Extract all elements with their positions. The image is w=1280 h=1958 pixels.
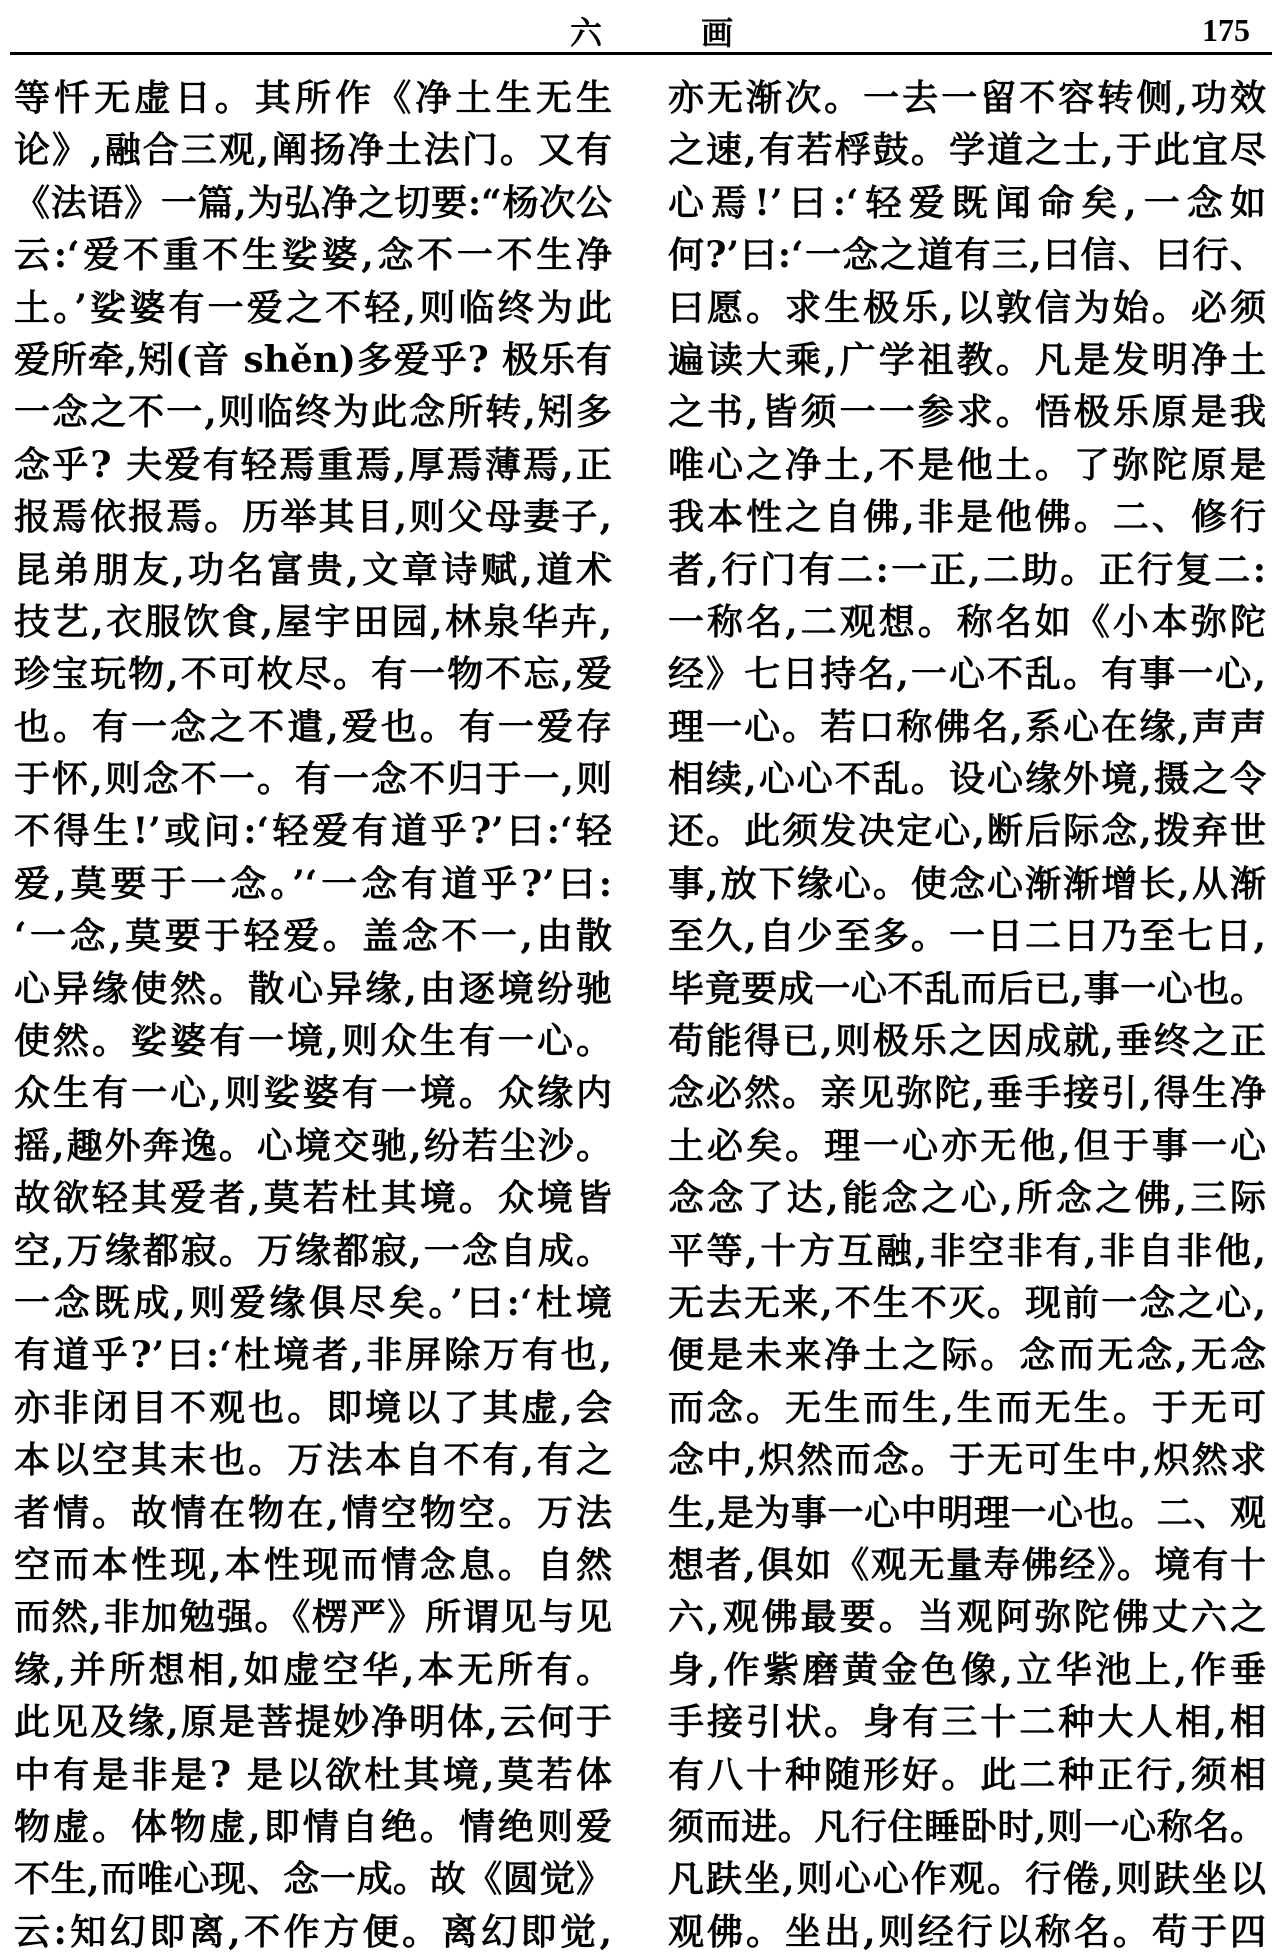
text-line: 便是未来净土之际。念而无念,无念 xyxy=(668,1334,1266,1377)
text-line: 而然,非加勉强。《楞严》所谓见与见 xyxy=(14,1596,612,1639)
text-line: 有道乎?’曰:‘杜境者,非屏除万有也, xyxy=(14,1334,612,1377)
text-line: 之速,有若桴鼓。学道之士,于此宜尽 xyxy=(668,129,1266,172)
text-line: 珍宝玩物,不可枚尽。有一物不忘,爱 xyxy=(14,653,612,696)
text-line: 爱所牵,矧(音 shěn)多爱乎? 极乐有 xyxy=(14,338,612,381)
text-line: 相续,心心不乱。设心缘外境,摄之令 xyxy=(668,758,1266,801)
text-line: 技艺,衣服饮食,屋宇田园,林泉华卉, xyxy=(14,600,612,643)
text-line: 苟能得已,则极乐之因成就,垂终之正 xyxy=(668,1020,1266,1063)
text-line: 平等,十方互融,非空非有,非自非他, xyxy=(668,1229,1266,1272)
text-line: 亦非闭目不观也。即境以了其虚,会 xyxy=(14,1386,612,1429)
text-line: 本以空其末也。万法本自不有,有之 xyxy=(14,1439,612,1482)
text-line: 无去无来,不生不灭。现前一念之心, xyxy=(668,1281,1266,1324)
text-line: 使然。娑婆有一境,则众生有一心。 xyxy=(14,1020,612,1063)
text-line: 遍读大乘,广学祖教。凡是发明净土 xyxy=(668,338,1266,381)
text-line: 六,观佛最要。当观阿弥陀佛丈六之 xyxy=(668,1596,1266,1639)
text-line: 亦无渐次。一去一留不容转侧,功效 xyxy=(668,77,1266,119)
text-line: 须而进。凡行住睡卧时,则一心称名。 xyxy=(668,1805,1266,1848)
text-line: 手接引状。身有三十二种大人相,相 xyxy=(668,1701,1266,1744)
text-line: 等忏无虚日。其所作《净土生无生 xyxy=(14,77,612,119)
text-line: 论》,融合三观,阐扬净土法门。又有 xyxy=(14,129,612,172)
text-line: 念念了达,能念之心,所念之佛,三际 xyxy=(668,1177,1266,1220)
text-line: 而念。无生而生,生而无生。于无可 xyxy=(668,1386,1266,1429)
text-line: 身,作紫磨黄金色像,立华池上,作垂 xyxy=(668,1648,1266,1691)
text-line: 爱,莫要于一念。’‘一念有道乎?’曰: xyxy=(14,862,612,905)
text-line: 物虚。体物虚,即情自绝。情绝则爱 xyxy=(14,1805,612,1848)
text-line: 中有是非是? 是以欲杜其境,莫若体 xyxy=(14,1753,612,1796)
text-line: 理一心。若口称佛名,系心在缘,声声 xyxy=(668,705,1266,748)
left-text-column xyxy=(14,72,612,1958)
text-line: 心焉!’曰:‘轻爱既闻命矣,一念如 xyxy=(668,181,1266,224)
text-line: 唯心之净土,不是他土。了弥陀原是 xyxy=(668,443,1266,486)
text-line: 于怀,则念不一。有一念不归于一,则 xyxy=(14,758,612,801)
text-line: 念必然。亲见弥陀,垂手接引,得生净 xyxy=(668,1072,1266,1115)
text-line: 我本性之自佛,非是他佛。二、修行 xyxy=(668,496,1266,539)
text-line: 一念既成,则爱缘俱尽矣。’曰:‘杜境 xyxy=(14,1281,612,1324)
text-line: 土。’娑婆有一爱之不轻,则临终为此 xyxy=(14,286,612,329)
text-line: 念乎? 夫爱有轻焉重焉,厚焉薄焉,正 xyxy=(14,443,612,486)
text-line: 昆弟朋友,功名富贵,文章诗赋,道术 xyxy=(14,548,612,591)
text-line: 云:‘爱不重不生娑婆,念不一不生净 xyxy=(14,234,612,277)
text-line: 曰愿。求生极乐,以敦信为始。必须 xyxy=(668,286,1266,329)
text-line: 云:知幻即离,不作方便。离幻即觉, xyxy=(14,1910,612,1953)
header-rule xyxy=(10,52,1272,55)
page-header xyxy=(0,0,1280,60)
text-line: 一称名,二观想。称名如《小本弥陀 xyxy=(668,600,1266,643)
text-line: 报焉依报焉。历举其目,则父母妻子, xyxy=(14,496,612,539)
text-line: 此见及缘,原是菩提妙净明体,云何于 xyxy=(14,1701,612,1744)
text-line: 至久,自少至多。一日二日乃至七日, xyxy=(668,915,1266,958)
text-line: 者情。故情在物在,情空物空。万法 xyxy=(14,1491,612,1534)
text-line: 观佛。坐出,则经行以称名。苟于四 xyxy=(668,1910,1266,1953)
text-line: 心异缘使然。散心异缘,由逐境纷驰 xyxy=(14,967,612,1010)
text-line: 事,放下缘心。使念心渐渐增长,从渐 xyxy=(668,862,1266,905)
text-line: 凡趺坐,则心心作观。行倦,则趺坐以 xyxy=(668,1858,1266,1901)
page-number: 175 xyxy=(1202,12,1250,48)
text-line: 土必矣。理一心亦无他,但于事一心 xyxy=(668,1124,1266,1167)
text-line: 不生,而唯心现、念一成。故《圆觉》 xyxy=(14,1858,612,1901)
right-text-column xyxy=(668,72,1266,1958)
text-line: 一念之不一,则临终为此念所转,矧多 xyxy=(14,391,612,434)
text-line: 摇,趣外奔逸。心境交驰,纷若尘沙。 xyxy=(14,1124,612,1167)
text-line: 也。有一念之不遣,爱也。有一爱存 xyxy=(14,705,612,748)
text-line: 毕竟要成一心不乱而后已,事一心也。 xyxy=(668,967,1266,1010)
text-line: 者,行门有二:一正,二助。正行复二: xyxy=(668,548,1266,591)
text-line: 还。此须发决定心,断后际念,拨弃世 xyxy=(668,810,1266,853)
section-title: 六 画 xyxy=(570,14,778,52)
text-line: 何?’曰:‘一念之道有三,曰信、曰行、 xyxy=(668,234,1266,277)
text-line: 生,是为事一心中明理一心也。二、观 xyxy=(668,1491,1266,1534)
text-line: 想者,俱如《观无量寿佛经》。境有十 xyxy=(668,1543,1266,1586)
text-line: 之书,皆须一一参求。悟极乐原是我 xyxy=(668,391,1266,434)
text-line: 众生有一心,则娑婆有一境。众缘内 xyxy=(14,1072,612,1115)
text-line: 《法语》一篇,为弘净之切要:“杨次公 xyxy=(14,181,612,224)
text-line: 有八十种随形好。此二种正行,须相 xyxy=(668,1753,1266,1796)
text-line: 故欲轻其爱者,莫若杜其境。众境皆 xyxy=(14,1177,612,1220)
text-line: 空,万缘都寂。万缘都寂,一念自成。 xyxy=(14,1229,612,1272)
text-line: 不得生!’或问:‘轻爱有道乎?’曰:‘轻 xyxy=(14,810,612,853)
text-line: 缘,并所想相,如虚空华,本无所有。 xyxy=(14,1648,612,1691)
text-line: 念中,炽然而念。于无可生中,炽然求 xyxy=(668,1439,1266,1482)
text-line: 经》七日持名,一心不乱。有事一心, xyxy=(668,653,1266,696)
text-line: 空而本性现,本性现而情念息。自然 xyxy=(14,1543,612,1586)
text-line: ‘一念,莫要于轻爱。盖念不一,由散 xyxy=(14,915,612,958)
